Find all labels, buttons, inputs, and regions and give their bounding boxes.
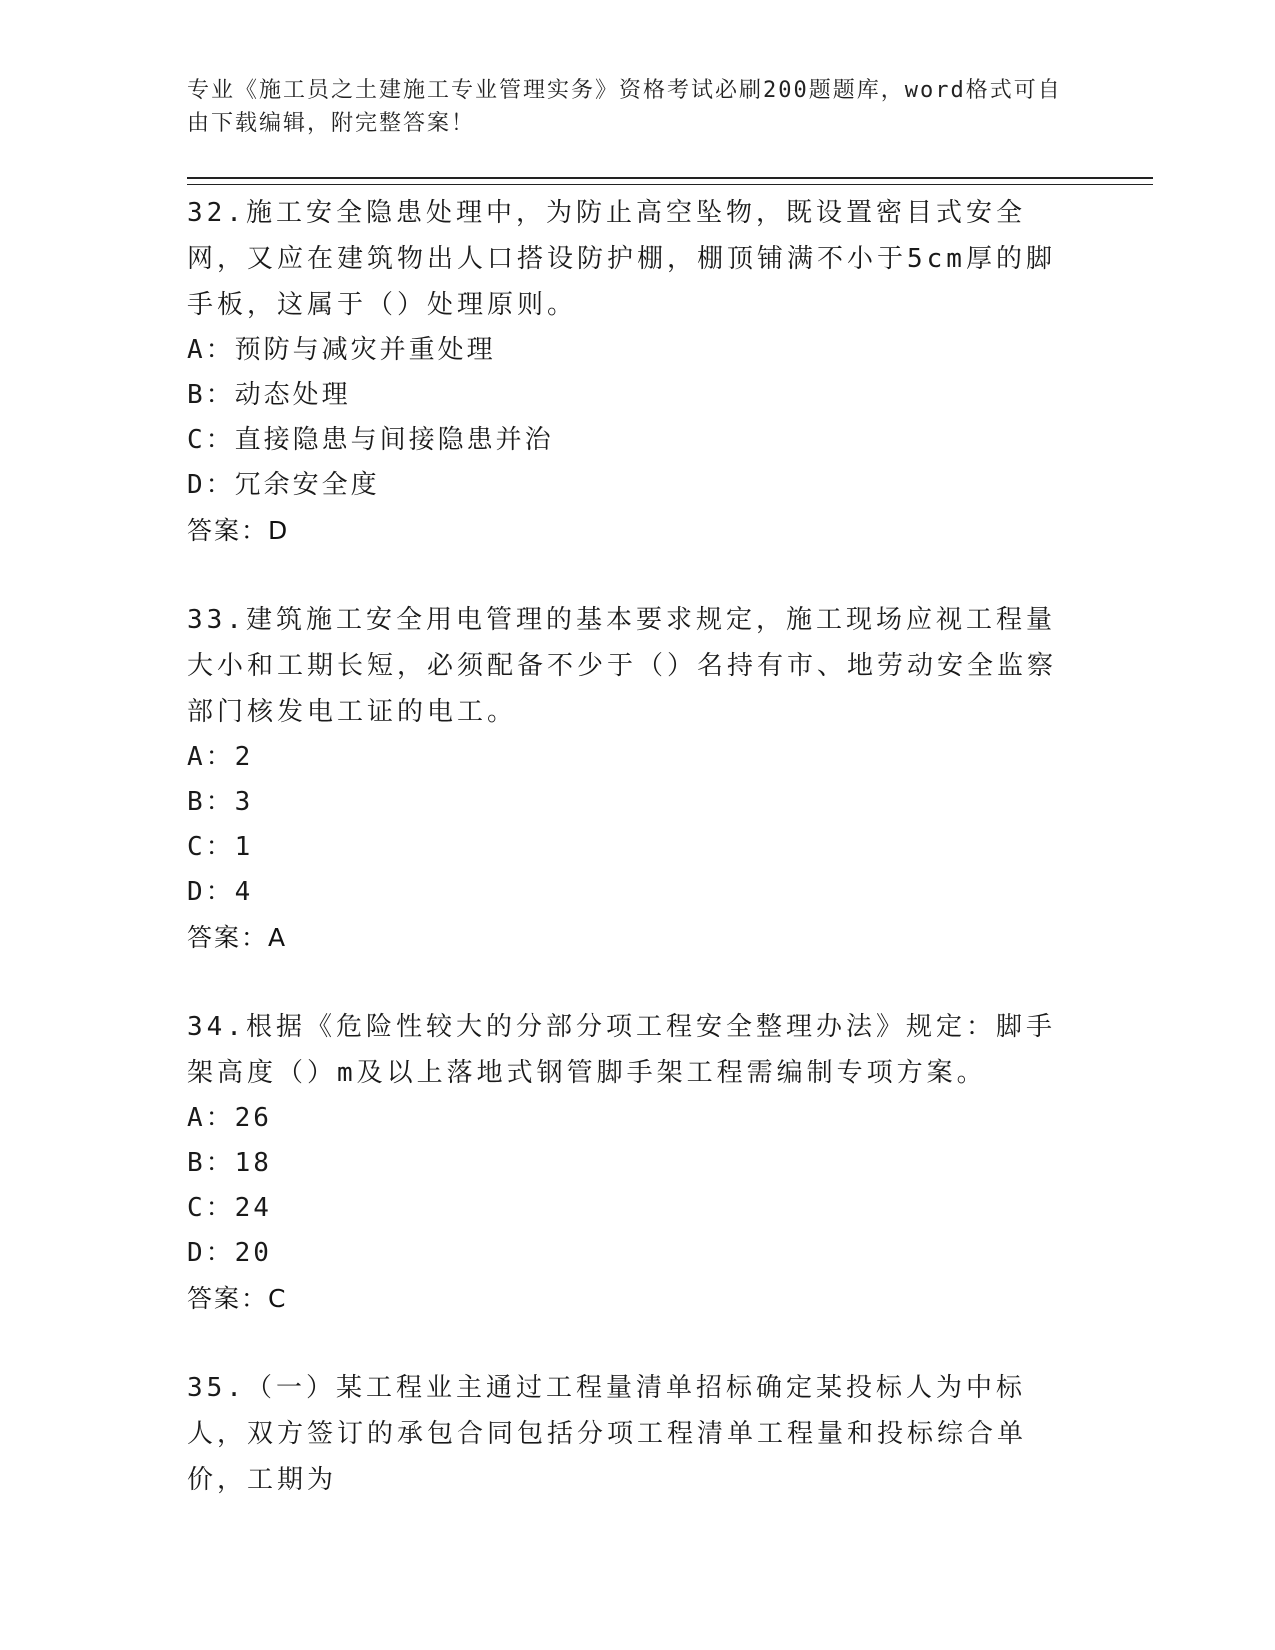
- question-text: 34.根据《危险性较大的分部分项工程安全整理办法》规定：脚手架高度（）m及以上落地式钢管脚手架工程需编制专项方案。: [187, 1012, 1056, 1088]
- option-d: D：冗余安全度: [187, 470, 380, 500]
- header-divider-thick: [187, 177, 1153, 179]
- option-a: A：预防与减灾并重处理: [187, 335, 496, 365]
- option-d: D：4: [187, 877, 254, 907]
- question-text: 33.建筑施工安全用电管理的基本要求规定，施工现场应视工程量大小和工期长短，必须配备不少于（）名持有市、地劳动安全监察部门核发电工证的电工。: [187, 605, 1058, 727]
- option-d: D：20: [187, 1238, 272, 1268]
- document-header: 专业《施工员之土建施工专业管理实务》资格考试必刷200题题库，word格式可自由下载编辑，附完整答案！: [187, 78, 1062, 136]
- question-spacer: [187, 960, 1077, 1004]
- answer-label: 答案：C: [187, 1284, 288, 1313]
- question-spacer: [187, 553, 1077, 597]
- option-b: B：动态处理: [187, 380, 351, 410]
- option-b: B：3: [187, 787, 254, 817]
- header-divider-thin: [187, 184, 1153, 185]
- question-35: [187, 1365, 1077, 1503]
- question-34: [187, 1004, 1077, 1321]
- question-32: [187, 190, 1077, 553]
- question-text: 32.施工安全隐患处理中，为防止高空坠物，既设置密目式安全网，又应在建筑物出人口搭设防护棚，棚顶铺满不小于5cm厚的脚手板，这属于（）处理原则。: [187, 198, 1056, 320]
- answer-label: 答案：D: [187, 516, 290, 545]
- option-b: B：18: [187, 1148, 272, 1178]
- question-33: [187, 597, 1077, 960]
- option-a: A：2: [187, 742, 254, 772]
- option-c: C：24: [187, 1193, 272, 1223]
- option-c: C：直接隐患与间接隐患并治: [187, 425, 554, 455]
- question-text: 35.（一）某工程业主通过工程量清单招标确定某投标人为中标人，双方签订的承包合同包括分项工程清单工程量和投标综合单价，工期为: [187, 1373, 1028, 1495]
- answer-label: 答案：A: [187, 923, 288, 952]
- option-c: C：1: [187, 832, 254, 862]
- option-a: A：26: [187, 1103, 272, 1133]
- question-list: [187, 190, 1077, 1503]
- question-spacer: [187, 1321, 1077, 1365]
